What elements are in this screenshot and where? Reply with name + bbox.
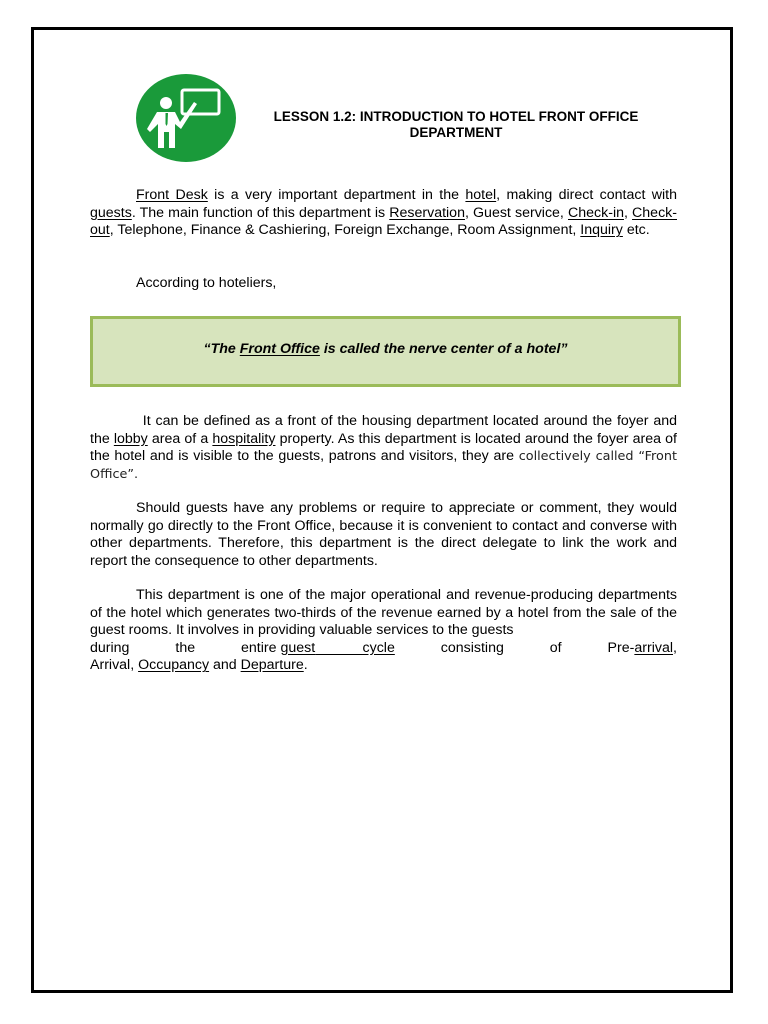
link-check-in[interactable]: Check-in [568, 204, 624, 221]
paragraph-department [90, 587, 677, 675]
link-occupancy[interactable]: Occupancy [138, 657, 210, 674]
link-check-out[interactable]: Check-out [90, 204, 677, 239]
text: is a very important department in the [207, 187, 466, 203]
paragraph-according [90, 275, 677, 293]
link-front-office[interactable]: Front Office [239, 341, 320, 357]
text: According to hoteliers, [136, 275, 277, 291]
link-hospitality[interactable]: hospitality [212, 430, 276, 447]
text: property. As this department is located around the foyer area of the hotel and is visible to the guests, patrons and visitors, they are [90, 430, 677, 465]
lesson-logo [136, 74, 236, 162]
text: , [673, 639, 677, 656]
text [608, 640, 677, 658]
text: guest [280, 639, 316, 656]
text: etc. [622, 222, 650, 239]
text: . The main function of this department is [131, 204, 390, 221]
presenter-board-icon [136, 74, 236, 162]
link-front-desk[interactable]: Front Desk [136, 187, 208, 203]
justified-line [90, 640, 677, 658]
text: consisting [440, 639, 504, 656]
text: cycle [362, 639, 395, 656]
text: is called the nerve center of a hotel” [319, 341, 568, 357]
link-reservation[interactable]: Reservation [389, 204, 465, 221]
text: entire [241, 639, 277, 656]
text: , [623, 204, 633, 221]
text: This department is one of the major operational and revenue-producing departments of the hotel which generates two-thirds of the revenue earned by a hotel from the sale of the guest rooms. It involves in providing valuable services to the guests [90, 587, 677, 639]
text: collectively called “Front Office”. [90, 449, 677, 482]
text: Pre- [607, 639, 635, 656]
link-inquiry[interactable]: Inquiry [580, 222, 623, 239]
text: of [549, 639, 562, 656]
paragraph-guests [90, 500, 677, 570]
text: Arrival, [90, 657, 139, 674]
text: during [90, 639, 130, 656]
lesson-title-line1: LESSON 1.2: INTRODUCTION TO HOTEL FRONT OFFICE [273, 109, 639, 124]
paragraph-front-desk [90, 187, 677, 240]
quote-text [93, 341, 678, 357]
text: the [175, 639, 196, 656]
text [241, 640, 395, 658]
link-hotel[interactable]: hotel [465, 187, 497, 203]
text: area of a [147, 430, 213, 447]
text: Should guests have any problems or require to appreciate or comment, they would normally go directly to the Front Office, because it is convenient to contact and converse with other departments. Therefore, this department is the direct delegate to link the work and report the consequence to other departments. [90, 500, 677, 569]
quote-box [90, 316, 681, 387]
text: , Telephone, Finance & Cashiering, Foreign Exchange, Room Assignment, [109, 222, 581, 239]
lesson-title [238, 109, 674, 141]
link-lobby[interactable]: lobby [113, 430, 148, 447]
link-guests[interactable]: guests [90, 204, 132, 221]
lesson-title-line2: DEPARTMENT [409, 125, 503, 140]
text: , Guest service, [464, 204, 568, 221]
text: . [303, 657, 308, 674]
text: “The [203, 341, 240, 357]
link-arrival[interactable]: arrival [634, 639, 673, 656]
text: , making direct contact with [496, 187, 677, 203]
text: and [209, 657, 241, 674]
link-departure[interactable]: Departure [240, 657, 304, 674]
text: It can be defined as a front of the housing department located around the foyer and the [90, 413, 677, 447]
link-guest-cycle[interactable] [280, 640, 394, 656]
paragraph-definition [90, 413, 677, 483]
